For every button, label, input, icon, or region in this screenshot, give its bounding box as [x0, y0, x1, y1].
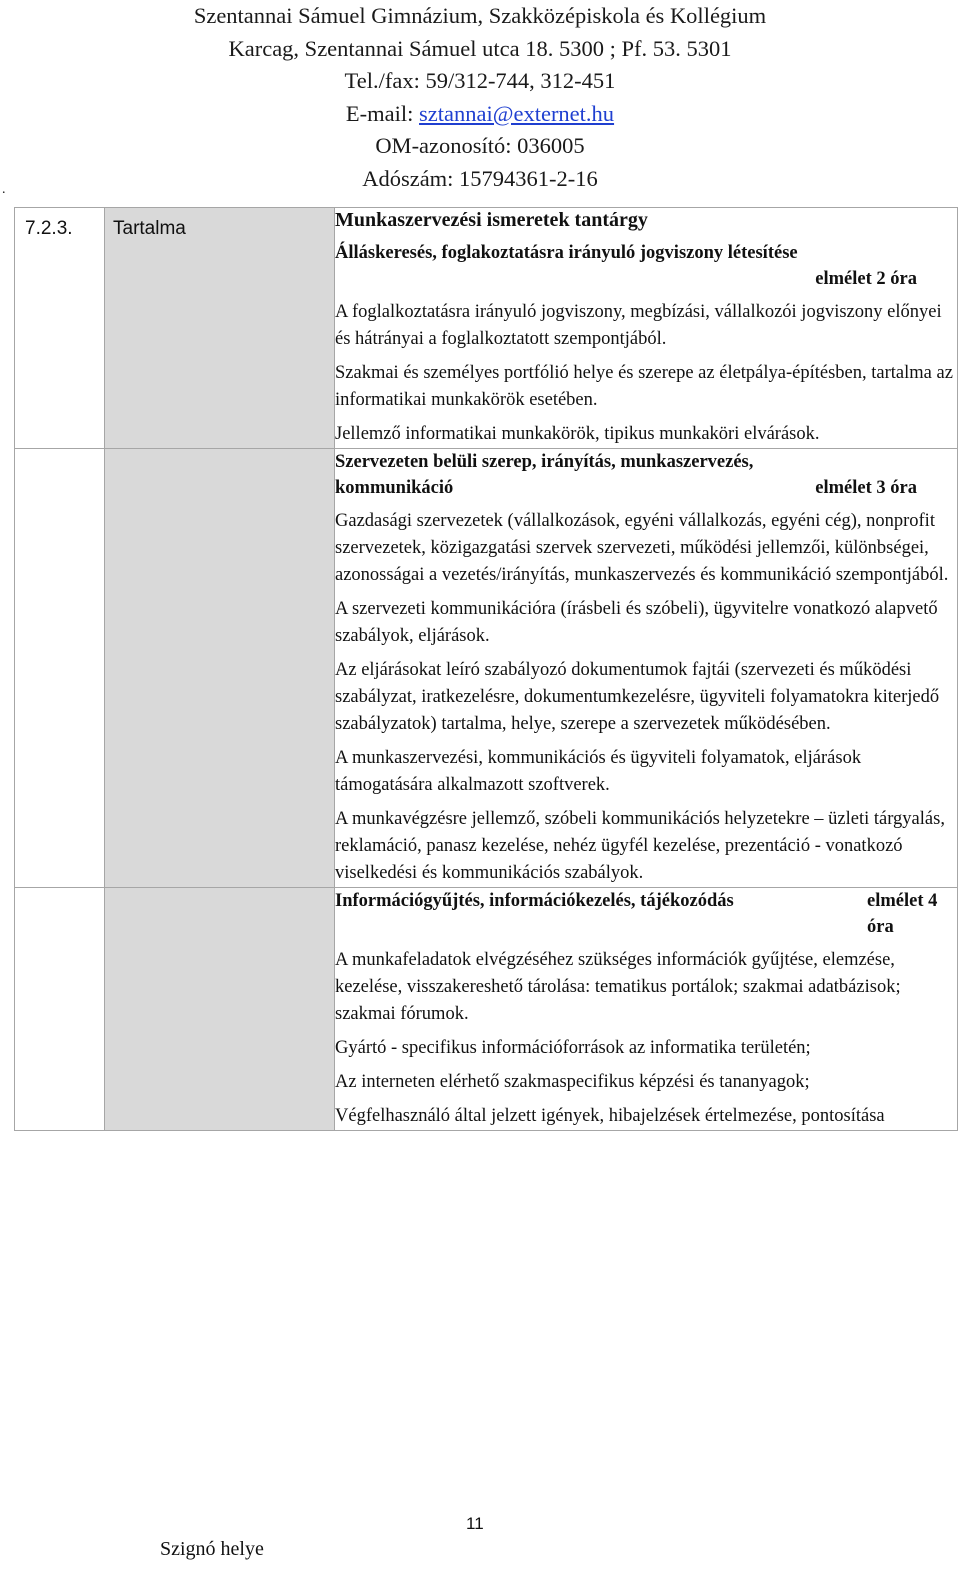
page-number: 11 — [466, 1514, 484, 1533]
section-label: Tartalma — [113, 218, 186, 239]
school-address: Karcag, Szentannai Sámuel utca 18. 5300 ; Pf. 53. 5301 — [228, 35, 732, 61]
topic-hours: elmélet 3 óra — [815, 478, 917, 498]
topic-paragraph: A foglalkoztatásra irányuló jogviszony, megbízási, vállalkozói jogviszony előnyei és hátrányai a foglalkoztatott szempontjából. — [335, 302, 942, 349]
letterhead — [0, 0, 960, 195]
topic-hours: elmélet 4 óra — [867, 891, 938, 937]
topic-title: Szervezeten belüli szerep, irányítás, munkaszervezés, — [335, 452, 754, 472]
email-link[interactable]: sztannai@externet.hu — [419, 100, 615, 126]
topic-paragraph: Végfelhasználó által jelzett igények, hibajelzések értelmezése, pontosítása — [335, 1106, 885, 1126]
subject-title: Munkaszervezési ismeretek tantárgy — [335, 209, 648, 231]
topic-paragraph: A munkaszervezési, kommunikációs és ügyviteli folyamatok, eljárások támogatására alkalmazott szoftverek. — [335, 748, 862, 795]
topic-paragraph: Az eljárásokat leíró szabályozó dokumentumok fajtái (szervezeti és működési szabályzat, iratkezelésre, dokumentumkezelésre, ügyviteli folyamatokra kiterjedő szabályzatok) tartalma, helye, szerepe a szervezetek működésében. — [335, 660, 940, 734]
empty-shaded-cell — [105, 888, 335, 1131]
topic-paragraph: A munkafeladatok elvégzéséhez szükséges információk gyűjtése, elemzése, kezelése, visszakereshető tárolása: tematikus portálok; szakmai adatbázisok; szakmai fórumok. — [335, 950, 901, 1024]
topic-title-row — [335, 888, 957, 940]
topic-cell — [335, 888, 958, 1131]
topic-title: Információgyűjtés, információkezelés, tájékozódás — [335, 891, 734, 911]
empty-cell — [15, 449, 105, 888]
topic-cell — [335, 208, 958, 449]
table-row — [15, 208, 958, 449]
section-label-cell — [105, 208, 335, 449]
topic-paragraph: Szakmai és személyes portfólió helye és szerepe az életpálya-építésben, tartalma az informatikai munkakörök esetében. — [335, 363, 953, 410]
table-row — [15, 449, 958, 888]
school-phone: Tel./fax: 59/312-744, 312-451 — [344, 68, 616, 93]
topic-cell — [335, 449, 958, 888]
school-name: Szentannai Sámuel Gimnázium, Szakközépiskola és Kollégium — [193, 3, 767, 28]
email-label: E-mail: — [345, 100, 420, 126]
topic-title: Álláskeresés, foglakoztatásra irányuló jogviszony létesítése — [335, 243, 798, 263]
topic-paragraph: Jellemző informatikai munkakörök, tipikus munkaköri elvárások. — [335, 424, 820, 444]
topic-paragraph: Gazdasági szervezetek (vállalkozások, egyéni vállalkozás, egyéni cég), nonprofit szervezetek, közigazgatási szervek szervezeti, működési jellemzői, különbségei, azonosságai a vezetés/irányítás, munkaszervezés és kommunikáció szempontjából. — [335, 511, 949, 585]
table-row — [15, 888, 958, 1131]
topic-title-row — [335, 475, 957, 501]
empty-cell — [15, 888, 105, 1131]
stray-dot: . — [2, 182, 6, 197]
section-number: 7.2.3. — [25, 218, 73, 239]
topic-title-cont: kommunikáció — [335, 478, 454, 498]
section-number-cell — [15, 208, 105, 449]
topic-paragraph: Gyártó - specifikus információforrások az informatika területén; — [335, 1038, 811, 1058]
topic-paragraph: A szervezeti kommunikációra (írásbeli és szóbeli), ügyvitelre vonatkozó alapvető szabályok, eljárások. — [335, 599, 938, 646]
curriculum-table — [14, 207, 958, 1131]
tax-number: Adószám: 15794361-2-16 — [362, 165, 598, 191]
topic-paragraph: Az interneten elérhető szakmaspecifikus képzési és tananyagok; — [335, 1072, 810, 1092]
signature-placeholder: Szignó helye — [160, 1538, 264, 1560]
topic-hours: elmélet 2 óra — [815, 269, 917, 289]
school-email — [0, 98, 960, 131]
om-id: OM-azonosító: 036005 — [375, 133, 585, 158]
empty-shaded-cell — [105, 449, 335, 888]
topic-paragraph: A munkavégzésre jellemző, szóbeli kommunikációs helyzetekre – üzleti tárgyalás, reklamáció, panasz kezelése, nehéz ügyfél kezelése, prezentáció - vonatkozó viselkedési és kommunikációs szabályok. — [335, 809, 945, 883]
